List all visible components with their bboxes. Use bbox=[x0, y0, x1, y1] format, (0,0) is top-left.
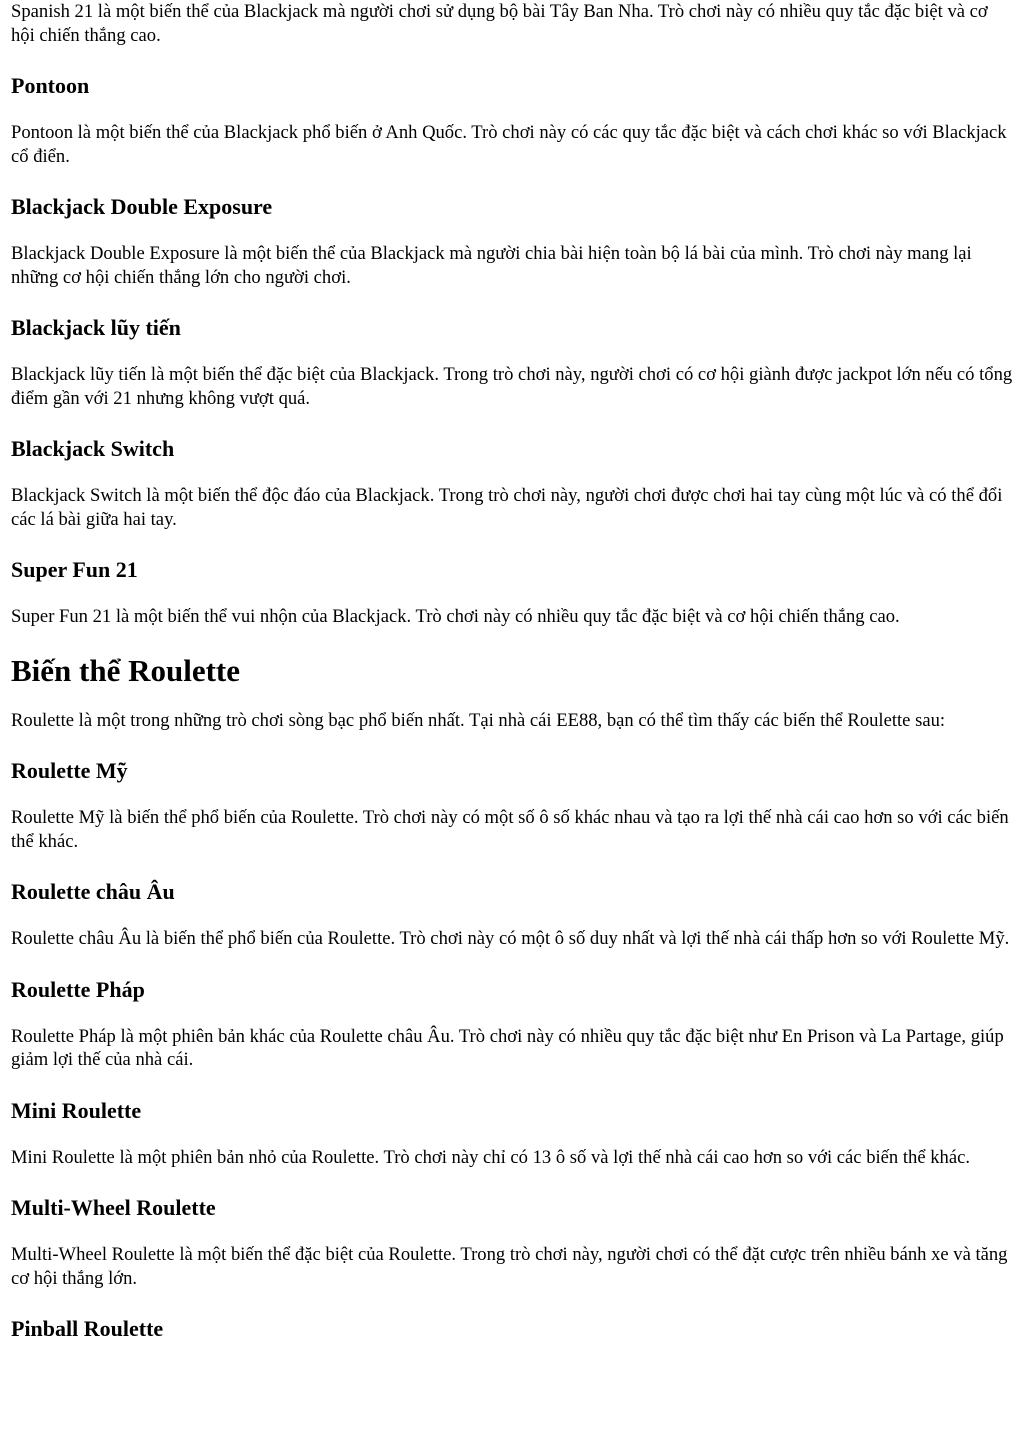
paragraph-roulette-american: Roulette Mỹ là biến thể phổ biến của Roulette. Trò chơi này có một số ô số khác nhau và tạo ra lợi thế nhà cái cao hơn so với các biến thể khác. bbox=[11, 807, 1009, 852]
paragraph-blackjack-progressive: Blackjack lũy tiến là một biến thể đặc biệt của Blackjack. Trong trò chơi này, người chơi có cơ hội giành được jackpot lớn nếu có tổng điểm gần với 21 nhưng không vượt quá. bbox=[11, 364, 1013, 409]
heading-super-fun-21: Super Fun 21 bbox=[11, 557, 138, 582]
paragraph-pontoon: Pontoon là một biến thể của Blackjack phổ biến ở Anh Quốc. Trò chơi này có các quy tắc đặc biệt và cách chơi khác so với Blackjack cổ điển. bbox=[11, 122, 1007, 167]
heading-roulette-french: Roulette Pháp bbox=[11, 976, 145, 1002]
heading-blackjack-switch: Blackjack Switch bbox=[11, 436, 175, 461]
paragraph-super-fun-21: Super Fun 21 là một biến thể vui nhộn của Blackjack. Trò chơi này có nhiều quy tắc đặc biệt và cơ hội chiến thắng cao. bbox=[11, 606, 900, 627]
paragraph-roulette-european: Roulette châu Âu là biến thể phổ biến của Roulette. Trò chơi này có một ô số duy nhất và lợi thế nhà cái thấp hơn so với Roulette Mỹ. bbox=[11, 928, 1010, 949]
heading-mini-roulette: Mini Roulette bbox=[11, 1097, 142, 1123]
heading-roulette-european: Roulette châu Âu bbox=[11, 879, 175, 904]
article-body bbox=[11, 0, 1014, 1342]
paragraph-roulette-intro: Roulette là một trong những trò chơi sòng bạc phổ biến nhất. Tại nhà cái EE88, bạn có thể tìm thấy các biến thể Roulette sau: bbox=[11, 709, 946, 731]
paragraph-mini-roulette: Mini Roulette là một phiên bản nhỏ của Roulette. Trò chơi này chỉ có 13 ô số và lợi thế nhà cái cao hơn so với các biến thể khác. bbox=[11, 1146, 970, 1168]
paragraph-blackjack-switch: Blackjack Switch là một biến thể độc đáo của Blackjack. Trong trò chơi này, người chơi được chơi hai tay cùng một lúc và có thể đổi các lá bài giữa hai tay. bbox=[11, 485, 1003, 530]
section-title-roulette: Biến thể Roulette bbox=[11, 652, 241, 688]
paragraph-blackjack-double-exposure: Blackjack Double Exposure là một biến thể của Blackjack mà người chia bài hiện toàn bộ lá bài của mình. Trò chơi này mang lại những cơ hội chiến thắng lớn cho người chơi. bbox=[11, 243, 972, 288]
heading-blackjack-double-exposure: Blackjack Double Exposure bbox=[11, 194, 273, 219]
intro-paragraph: Spanish 21 là một biến thể của Blackjack mà người chơi sử dụng bộ bài Tây Ban Nha. Trò chơi này có nhiều quy tắc đặc biệt và cơ hội chiến thắng cao. bbox=[11, 1, 988, 46]
paragraph-roulette-french: Roulette Pháp là một phiên bản khác của Roulette châu Âu. Trò chơi này có nhiều quy tắc đặc biệt như En Prison và La Partage, giúp giảm lợi thế của nhà cái. bbox=[11, 1025, 1004, 1070]
heading-pinball-roulette: Pinball Roulette bbox=[11, 1316, 164, 1341]
heading-roulette-american: Roulette Mỹ bbox=[11, 758, 128, 783]
heading-blackjack-progressive: Blackjack lũy tiến bbox=[11, 315, 181, 340]
heading-pontoon: Pontoon bbox=[11, 73, 90, 98]
heading-multi-wheel-roulette: Multi-Wheel Roulette bbox=[11, 1195, 216, 1220]
paragraph-multi-wheel-roulette: Multi-Wheel Roulette là một biến thể đặc biệt của Roulette. Trong trò chơi này, người chơi có thể đặt cược trên nhiều bánh xe và tăng cơ hội thắng lớn. bbox=[11, 1244, 1008, 1289]
